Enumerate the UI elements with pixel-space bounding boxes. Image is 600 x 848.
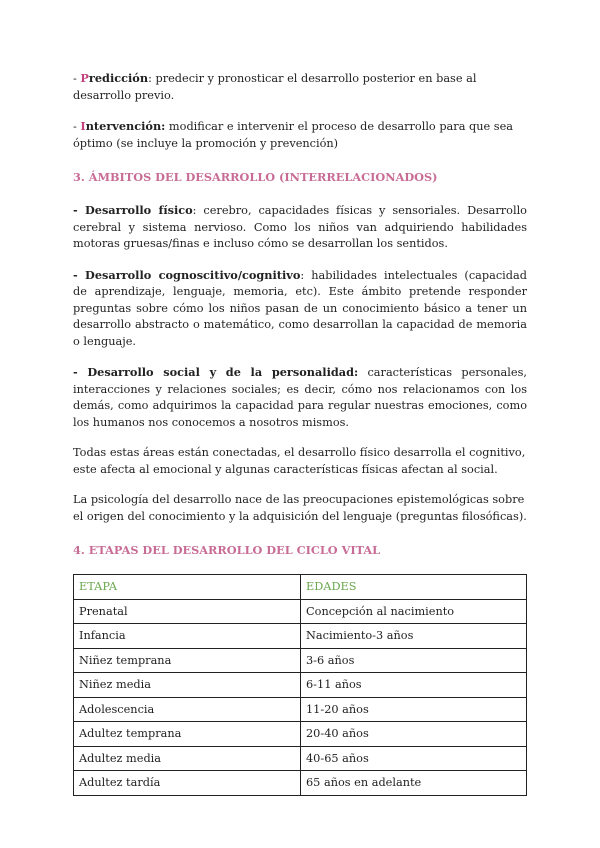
table-row xyxy=(74,673,527,698)
table-header-row xyxy=(74,575,527,600)
age-cell: Nacimiento-3 años xyxy=(301,624,527,649)
age-cell: 6-11 años xyxy=(301,673,527,698)
age-cell: 11-20 años xyxy=(301,697,527,722)
stage-cell: Niñez media xyxy=(74,673,301,698)
table-row xyxy=(74,599,527,624)
section-4-heading: 4. ETAPAS DEL DESARROLLO DEL CICLO VITAL xyxy=(73,543,381,557)
age-cell: 40-65 años xyxy=(301,746,527,771)
paragraph-desarrollo-social: - Desarrollo social y de la personalidad: características personales, interacciones y relaciones sociales; es decir, cómo nos relacionamos con los demás, como adquirimos la capacidad para regular nuestras emociones, como los humanos nos conocemos a nosotros mismos. xyxy=(73,365,527,429)
table-row xyxy=(74,648,527,673)
table-row xyxy=(74,624,527,649)
age-cell: 3-6 años xyxy=(301,648,527,673)
stage-cell: Adultez temprana xyxy=(74,722,301,747)
stage-cell: Adultez media xyxy=(74,746,301,771)
table-row xyxy=(74,746,527,771)
paragraph-intervencion: - Intervención: modificar e intervenir el proceso de desarrollo para que sea óptimo (se incluye la promoción y prevención) xyxy=(73,119,514,150)
header-edades: EDADES xyxy=(301,575,527,600)
term-initial: P xyxy=(80,71,89,85)
stage-cell: Adultez tardía xyxy=(74,771,301,796)
life-cycle-stages-table xyxy=(73,574,527,796)
header-etapa: ETAPA xyxy=(74,575,301,600)
stage-cell: Niñez temprana xyxy=(74,648,301,673)
term-initial: I xyxy=(80,119,86,133)
table-row xyxy=(74,697,527,722)
age-cell: 65 años en adelante xyxy=(301,771,527,796)
paragraph-conexion: Todas estas áreas están conectadas, el desarrollo físico desarrolla el cognitivo, este afecta al emocional y algunas características físicas afectan al social. xyxy=(73,446,526,476)
paragraph-prediccion: - Predicción: predecir y pronosticar el desarrollo posterior en base al desarrollo previo. xyxy=(73,71,477,102)
section-3-heading: 3. ÁMBITOS DEL DESARROLLO (INTERRELACIONADOS) xyxy=(73,170,438,184)
stage-cell: Adolescencia xyxy=(74,697,301,722)
stage-cell: Infancia xyxy=(74,624,301,649)
paragraph-origen: La psicología del desarrollo nace de las preocupaciones epistemológicas sobre el origen del conocimiento y la adquisición del lenguaje (preguntas filosóficas). xyxy=(73,493,527,523)
table-row xyxy=(74,771,527,796)
age-cell: 20-40 años xyxy=(301,722,527,747)
table-row xyxy=(74,722,527,747)
paragraph-desarrollo-cognitivo: - Desarrollo cognoscitivo/cognitivo: habilidades intelectuales (capacidad de aprendizaje, lenguaje, memoria, etc). Este ámbito pretende responder preguntas sobre cómo los niños pasan de un conocimiento básico a tener un desarrollo abstracto o matemático, como desarrollan la capacidad de memoria o lenguaje. xyxy=(73,267,527,348)
paragraph-desarrollo-fisico: - Desarrollo físico: cerebro, capacidades físicas y sensoriales. Desarrollo cerebral y sistema nervioso. Como los niños van adquiriendo habilidades motoras gruesas/finas e incluso cómo se desarrollan los sentidos. xyxy=(73,203,527,250)
stage-cell: Prenatal xyxy=(74,599,301,624)
age-cell: Concepción al nacimiento xyxy=(301,599,527,624)
